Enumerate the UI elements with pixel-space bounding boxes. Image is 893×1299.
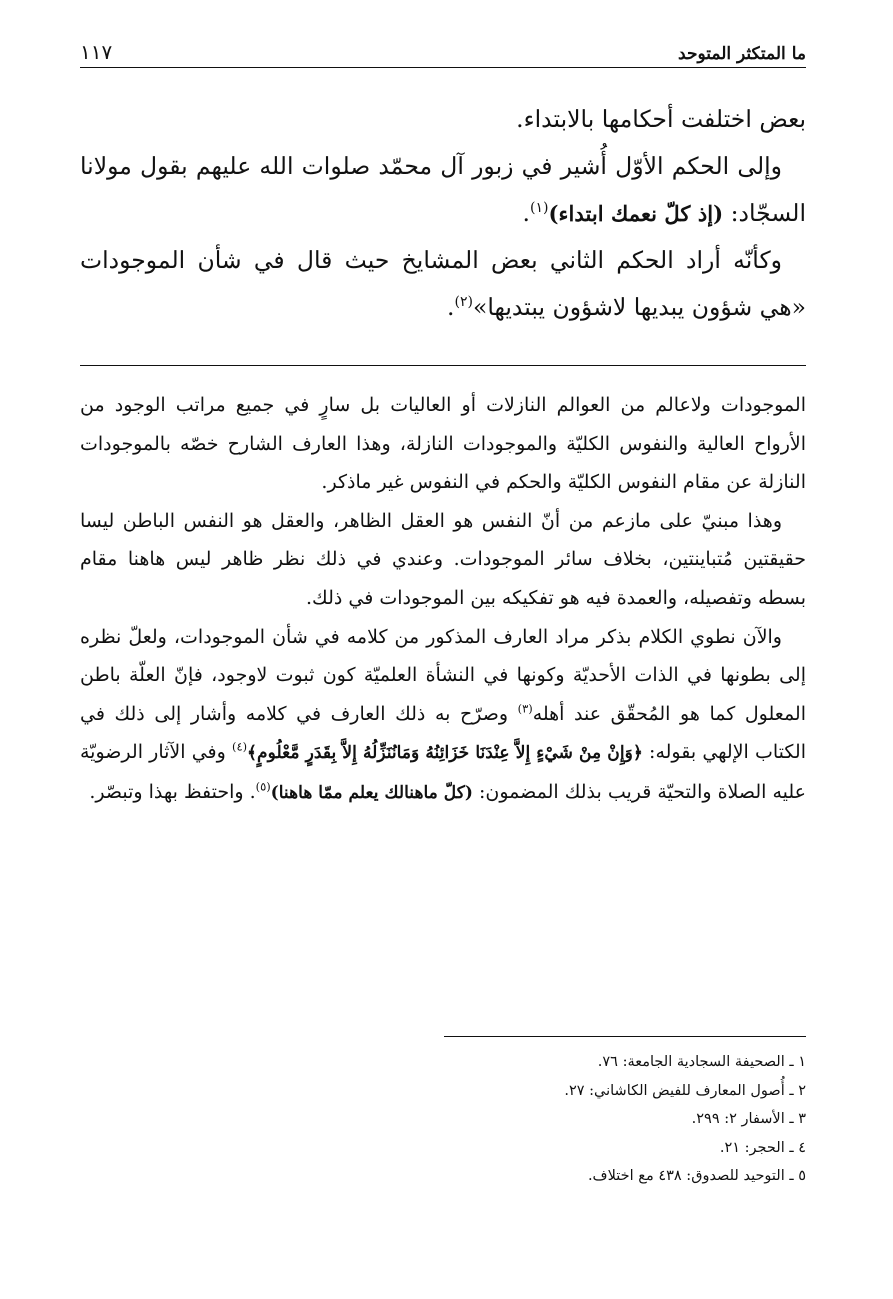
footnote-rule: [444, 1036, 806, 1037]
page-header: [80, 34, 806, 64]
footnote-item: ١ ـ الصحيفة السجادية الجامعة: ٧٦.: [597, 1054, 806, 1070]
punctuation: .: [446, 293, 455, 321]
main-text-span: وإلى الحكم الأوّل أُشير في زبور آل محمّد صلوات الله عليهم بقول مولانا السجّاد:: [80, 152, 806, 227]
main-text-span: وكأنّه أراد الحكم الثاني بعض المشايخ حيث قال في شأن الموجودات: [80, 246, 782, 274]
commentary-paragraph-1: [80, 386, 806, 502]
quran-verse: ﴿وَإِنْ مِنْ شَيْءٍ إِلاَّ عِنْدَنَا خَزَائِنُهُ وَمَانُنَزِّلُهُ إِلاَّ بِقَدَرٍ مَّعْلُومٍ﴾: [247, 743, 643, 764]
footnotes: [80, 1048, 806, 1191]
footnote-item: ٢ ـ أُصول المعارف للفيض الكاشاني: ٢٧.: [564, 1082, 806, 1099]
commentary-span: وصرّح به ذلك العارف في كلامه وأشار إلى ذلك في الكتاب الإلهي بقوله:: [80, 702, 806, 764]
footnote-ref[interactable]: (٥): [255, 779, 271, 794]
page-number: ١١٧: [80, 40, 113, 64]
commentary-span: والآن نطوي الكلام بذكر مراد العارف المذكور من كلامه في شأن الموجودات، ولعلّ نظره إلى بطونها في الذات الأحديّة وكونها في النشأة العلميّة كون ثبوت لاوجود، فإنّ العلّة باطن المعلول كما هو المُحقّق عند أهله: [80, 625, 806, 725]
main-paragraph-3: [80, 237, 806, 331]
hadith-quote: (كلّ ماهنالك يعلم ممّا هاهنا): [270, 782, 473, 803]
footnote-ref[interactable]: (٢): [454, 294, 474, 311]
commentary-span: . واحتفظ بهذا وتبصّر.: [89, 780, 256, 803]
footnote-item: ٣ ـ الأسفار ٢: ٢٩٩.: [691, 1111, 806, 1128]
commentary-span: وهذا مبنيّ على مازعم من أنّ النفس هو العقل الظاهر، والعقل هو النفس الباطن ليسا حقيقتين مُتباينتين، بخلاف سائر الموجودات. وعندي في ذلك نظر ظاهر ليس هاهنا مقام بسطه وتفصيله، والعمدة فيه هو تفكيكه بين الموجودات في ذلك.: [80, 509, 806, 609]
footnote-item: ٥ ـ التوحيد للصدوق: ٤٣٨ مع اختلاف.: [587, 1168, 806, 1185]
running-title: ما المتكثر المتوحد: [678, 44, 806, 64]
commentary-paragraph-3: [80, 618, 806, 813]
footnote-ref[interactable]: (٤): [232, 740, 248, 755]
main-text: [80, 96, 806, 331]
commentary-paragraph-2: [80, 502, 806, 618]
quotation: «هي شؤون يبديها لاشؤون يبتديها»: [473, 293, 806, 321]
commentary-span: وفي الآثار الرضويّة عليه الصلاة والتحيّة قريب بذلك المضمون:: [80, 741, 806, 803]
commentary-text: [80, 386, 806, 813]
header-rule: [80, 67, 806, 68]
main-paragraph-1: [80, 96, 806, 143]
footnote-ref[interactable]: (٣): [517, 701, 533, 716]
commentary-span: الموجودات ولاعالم من العوالم النازلات أو العاليات بل سارٍ في جميع مراتب الوجود من الأرواح العالية والنفوس الكليّة والموجودات النازلة، وهذا العارف الشارح خصّه بالموجودات النازلة عن مقام النفوس الكليّة والحكم في النفوس غير ماذكر.: [80, 394, 806, 494]
section-separator: [80, 365, 806, 366]
footnote-item: ٤ ـ الحجر: ٢١.: [719, 1139, 806, 1156]
punctuation: .: [522, 199, 530, 227]
footnote-ref[interactable]: (١): [529, 200, 549, 217]
main-text-span: بعض اختلفت أحكامها بالابتداء.: [516, 105, 806, 133]
book-page: [80, 0, 806, 1299]
main-paragraph-2: [80, 143, 806, 237]
quotation: (إذ كلّ نعمك ابتداء): [548, 201, 724, 226]
